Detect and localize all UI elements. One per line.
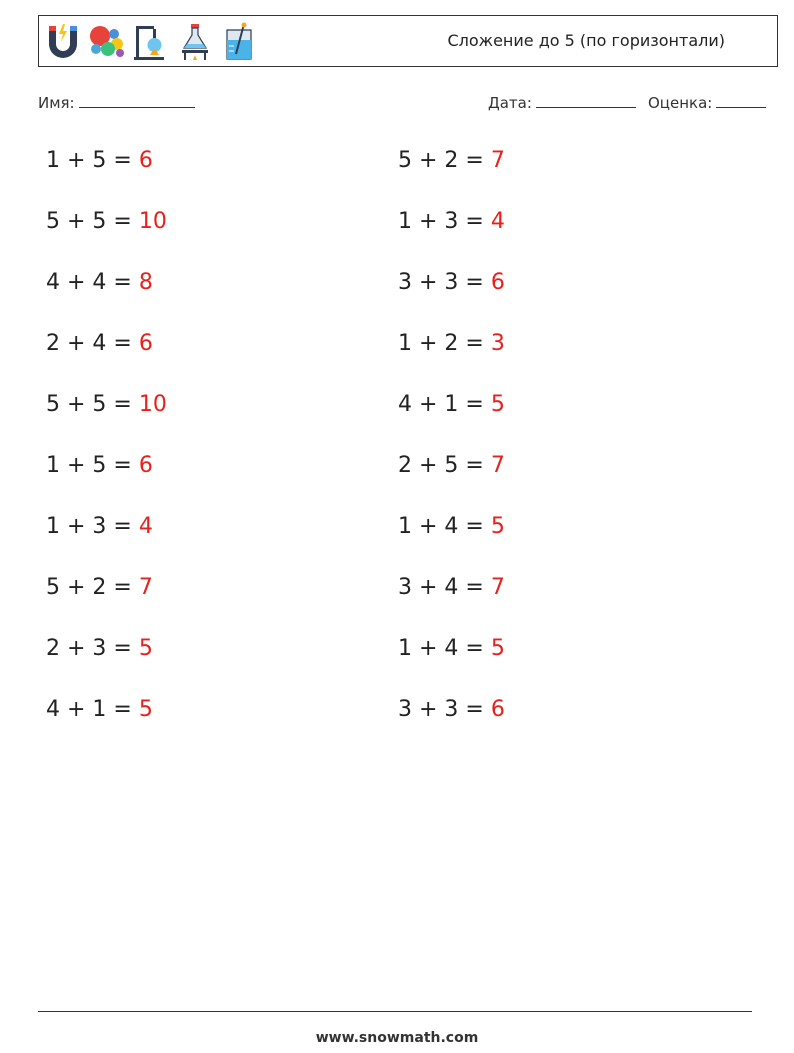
problem-question: 2 + 4 = xyxy=(46,331,139,356)
problem-question: 3 + 4 = xyxy=(398,575,491,600)
problem-right-10 xyxy=(398,697,505,722)
problem-right-4 xyxy=(398,331,505,356)
footer-url: www.snowmath.com xyxy=(315,1030,479,1046)
problem-left-4 xyxy=(46,331,153,356)
magnet-icon xyxy=(44,22,82,62)
grade-blank xyxy=(716,93,766,108)
problem-question: 1 + 3 = xyxy=(398,209,491,234)
grade-field xyxy=(648,93,766,112)
problem-left-1 xyxy=(46,148,153,173)
date-blank xyxy=(536,93,636,108)
problem-answer: 6 xyxy=(138,331,153,356)
problem-right-3 xyxy=(398,270,505,295)
name-blank xyxy=(79,93,195,108)
problem-left-10 xyxy=(46,697,153,722)
problem-left-7 xyxy=(46,514,153,539)
beaker-icon xyxy=(220,22,258,62)
problem-answer: 4 xyxy=(138,514,153,539)
problem-question: 5 + 2 = xyxy=(398,148,491,173)
problem-question: 2 + 5 = xyxy=(398,453,491,478)
flask-burner-icon xyxy=(176,22,214,62)
problem-answer: 8 xyxy=(138,270,153,295)
problem-left-6 xyxy=(46,453,153,478)
problem-right-1 xyxy=(398,148,505,173)
problem-left-5 xyxy=(46,392,167,417)
worksheet-title: Сложение до 5 (по горизонтали) xyxy=(447,31,725,50)
problem-answer: 5 xyxy=(138,697,153,722)
problem-answer: 5 xyxy=(138,636,153,661)
problem-question: 5 + 5 = xyxy=(46,392,139,417)
problem-question: 3 + 3 = xyxy=(398,270,491,295)
problem-left-3 xyxy=(46,270,153,295)
date-label: Дата: xyxy=(488,94,532,112)
problem-question: 5 + 5 = xyxy=(46,209,139,234)
problem-question: 1 + 3 = xyxy=(46,514,139,539)
problem-question: 1 + 2 = xyxy=(398,331,491,356)
problem-left-8 xyxy=(46,575,153,600)
problem-right-8 xyxy=(398,575,505,600)
problem-answer: 5 xyxy=(490,636,505,661)
problem-question: 4 + 1 = xyxy=(398,392,491,417)
problem-answer: 7 xyxy=(490,453,505,478)
problem-question: 3 + 3 = xyxy=(398,697,491,722)
problem-right-5 xyxy=(398,392,505,417)
molecule-icon xyxy=(88,22,126,62)
problem-answer: 4 xyxy=(490,209,505,234)
problem-question: 1 + 4 = xyxy=(398,514,491,539)
date-field xyxy=(488,93,636,112)
footer-divider xyxy=(38,1011,752,1012)
retort-stand-icon xyxy=(132,22,170,62)
problem-answer: 7 xyxy=(138,575,153,600)
problem-question: 5 + 2 = xyxy=(46,575,139,600)
problem-answer: 6 xyxy=(138,148,153,173)
worksheet-header xyxy=(38,15,778,67)
problem-answer: 5 xyxy=(490,514,505,539)
problem-answer: 10 xyxy=(138,392,167,417)
problem-answer: 7 xyxy=(490,575,505,600)
problem-answer: 3 xyxy=(490,331,505,356)
name-label: Имя: xyxy=(38,94,75,112)
problem-answer: 5 xyxy=(490,392,505,417)
problem-left-2 xyxy=(46,209,167,234)
problem-answer: 6 xyxy=(138,453,153,478)
problem-question: 4 + 1 = xyxy=(46,697,139,722)
grade-label: Оценка: xyxy=(648,94,713,112)
problem-answer: 6 xyxy=(490,697,505,722)
name-field xyxy=(38,93,195,112)
problem-answer: 6 xyxy=(490,270,505,295)
problem-question: 1 + 4 = xyxy=(398,636,491,661)
problem-answer: 7 xyxy=(490,148,505,173)
problem-right-6 xyxy=(398,453,505,478)
problem-right-2 xyxy=(398,209,505,234)
problem-question: 1 + 5 = xyxy=(46,148,139,173)
problem-right-7 xyxy=(398,514,505,539)
problem-answer: 10 xyxy=(138,209,167,234)
problem-question: 1 + 5 = xyxy=(46,453,139,478)
problem-question: 2 + 3 = xyxy=(46,636,139,661)
problem-left-9 xyxy=(46,636,153,661)
problem-right-9 xyxy=(398,636,505,661)
problem-question: 4 + 4 = xyxy=(46,270,139,295)
header-icons xyxy=(44,21,258,63)
